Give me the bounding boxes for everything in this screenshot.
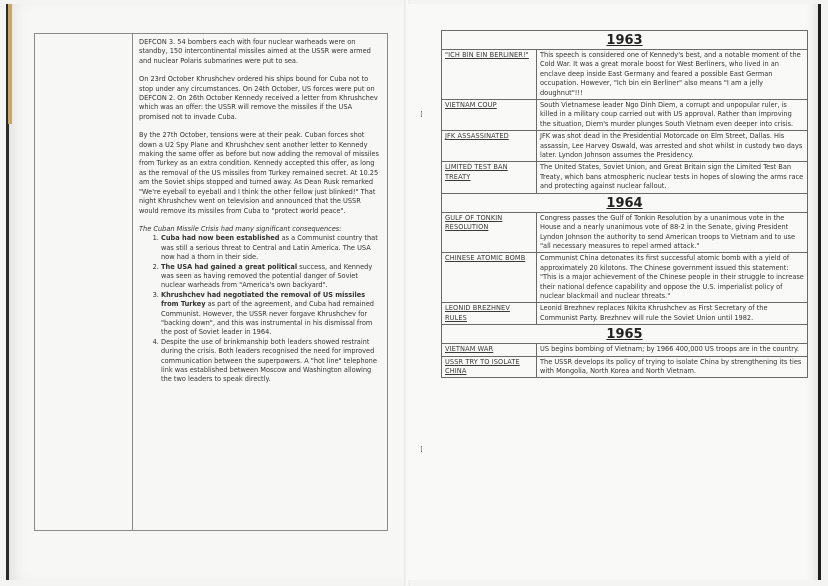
cuban-missile-crisis-box xyxy=(34,33,388,531)
event-title: LEONID BREZHNEV RULES xyxy=(442,303,537,325)
event-title: GULF OF TONKIN RESOLUTION xyxy=(442,212,537,253)
staple-mark: ⁞ xyxy=(420,445,423,455)
paragraph: On 23rd October Khrushchev ordered his ships bound for Cuba not to stop under any circumstances. On 24th October, US forces were put on DEFCON 2. On 26th October Kennedy received a letter from Khrushchev which was an offer: the USSR will remove the missiles if the USA promised not to invade Cuba. xyxy=(139,75,378,121)
consequence-item xyxy=(161,234,381,262)
event-description: Congress passes the Gulf of Tonkin Resolution by a unanimous vote in the House and a nearly unanimous vote of 88-2 in the Senate, giving President Lyndon Johnson the authority to send American troops to Vietnam and to use "all necessary measures to repel armed attack." xyxy=(537,212,808,253)
paragraph: By the 27th October, tensions were at their peak. Cuban forces shot down a U2 Spy Plane and Khrushchev sent another letter to Kennedy making the same offer as before but now adding the removal of missiles from Turkey as an extra condition. Kennedy accepted this offer, as long as the removal of the US missiles from Turkey remained secret. At 10.25 am the Soviet ships stopped and turned away. As Dean Rusk remarked "We're eyeball to eyeball and I think the other fellow just blinked!" That night Khrushchev went on television and announced that the USSR would remove its missiles from Cuba to "protect world peace". xyxy=(139,131,379,215)
consequence-text: as a Communist country that was still a serious threat to Central and Latin America. The USA now had a thorn in their side. xyxy=(161,234,378,262)
event-description: US begins bombing of Vietnam; by 1966 400,000 US troops are in the country. xyxy=(537,344,808,356)
consequence-item xyxy=(161,291,381,338)
consequence-text: Despite the use of brinkmanship both leaders showed restraint during the crisis. Both leaders recognised the need for improved communication between the superpowers. A "hot line" telephone link was established between Moscow and Washington allowing the two leaders to speak directly. xyxy=(161,337,377,384)
consequences-list xyxy=(139,234,381,385)
consequence-bold: Khrushchev had negotiated the removal of US missiles from Turkey xyxy=(161,290,366,309)
event-description: JFK was shot dead in the Presidential Motorcade on Elm Street, Dallas. His assassin, Lee Harvey Oswald, was arrested and shot whilst in custody two days later. Lyndon Johnson assumes the Presidency. xyxy=(537,131,808,162)
event-title: USSR TRY TO ISOLATE CHINA xyxy=(442,356,537,378)
paragraph: DEFCON 3. 54 bombers each with four nuclear warheads were on standby, 150 intercontinental missiles aimed at the USSR were armed and nuclear Polaris submarines were put to sea. xyxy=(139,38,371,65)
table-row xyxy=(442,303,808,325)
year-heading: 1964 xyxy=(442,193,808,212)
event-title: VIETNAM WAR xyxy=(442,344,537,356)
year-heading: 1963 xyxy=(442,31,808,50)
staple-mark: ⁞ xyxy=(420,110,423,120)
table-row xyxy=(442,253,808,303)
table-row xyxy=(442,356,808,378)
event-description: The United States, Soviet Union, and Great Britain sign the Limited Test Ban Treaty, which bans atmospheric nuclear tests in hopes of slowing the arms race and protecting against nuclear fallout. xyxy=(537,162,808,193)
event-title: LIMITED TEST BAN TREATY xyxy=(442,162,537,193)
consequence-bold: The USA had gained a great political xyxy=(161,262,298,271)
event-description: Communist China detonates its first successful atomic bomb with a yield of approximately 20 kilotons. The Chinese government issued this statement: "This is a major achievement of the Chinese people in their struggle to increase their national defence capability and oppose the U.S. imperialist policy of nuclear blackmail and nuclear threats." xyxy=(537,253,808,303)
consequence-text: as part of the agreement, and Cuba had remained Communist. However, the USSR never forgave Khrushchev for "backing down", and this was instrumental in his dismissal from the post of Soviet leader in 1964. xyxy=(161,300,374,337)
event-description: The USSR develops its policy of trying to isolate China by strengthening its ties with Mongolia, North Korea and North Vietnam. xyxy=(537,356,808,378)
consequences-intro: The Cuban Missile Crisis had many significant consequences: xyxy=(139,224,342,233)
event-description: Leonid Brezhnev replaces Nikita Khrushchev as First Secretary of the Communist Party. Brezhnev will rule the Soviet Union until 1982. xyxy=(537,303,808,325)
year-row xyxy=(442,325,808,344)
event-description: South Vietnamese leader Ngo Dinh Diem, a corrupt and unpopular ruler, is killed in a military coup carried out with US approval. Rather than improving the situation, Diem's murder plunges South Vietnam even deeper into crisis. xyxy=(537,100,808,131)
event-description: This speech is considered one of Kennedy's best, and a notable moment of the Cold War. It was a great morale boost for West Berliners, who lived in an enclave deep inside East Germany and feared a possible East German occupation. However, "Ich bin ein Berliner" also means "I am a jelly doughnut"!!! xyxy=(537,50,808,100)
year-row xyxy=(442,193,808,212)
consequence-text: success, and Kennedy was seen as having removed the potential danger of Soviet nuclear warheads from "America's own backyard". xyxy=(161,262,373,290)
year-heading: 1965 xyxy=(442,325,808,344)
consequence-item xyxy=(161,263,381,291)
table-row xyxy=(442,100,808,131)
event-title: JFK ASSASSINATED xyxy=(442,131,537,162)
margin-column xyxy=(35,34,133,530)
event-title: CHINESE ATOMIC BOMB xyxy=(442,253,537,303)
event-title: VIETNAM COUP xyxy=(442,100,537,131)
table-row xyxy=(442,212,808,253)
page-edge xyxy=(8,4,12,124)
timeline-table xyxy=(441,30,808,378)
year-row xyxy=(442,31,808,50)
consequence-item xyxy=(161,338,381,385)
event-title: "ICH BIN EIN BERLINER!" xyxy=(442,50,537,100)
table-row xyxy=(442,50,808,100)
table-row xyxy=(442,131,808,162)
consequence-bold: Cuba had now been established xyxy=(161,234,280,243)
table-row xyxy=(442,344,808,356)
table-row xyxy=(442,162,808,193)
narrative-text xyxy=(133,34,387,530)
